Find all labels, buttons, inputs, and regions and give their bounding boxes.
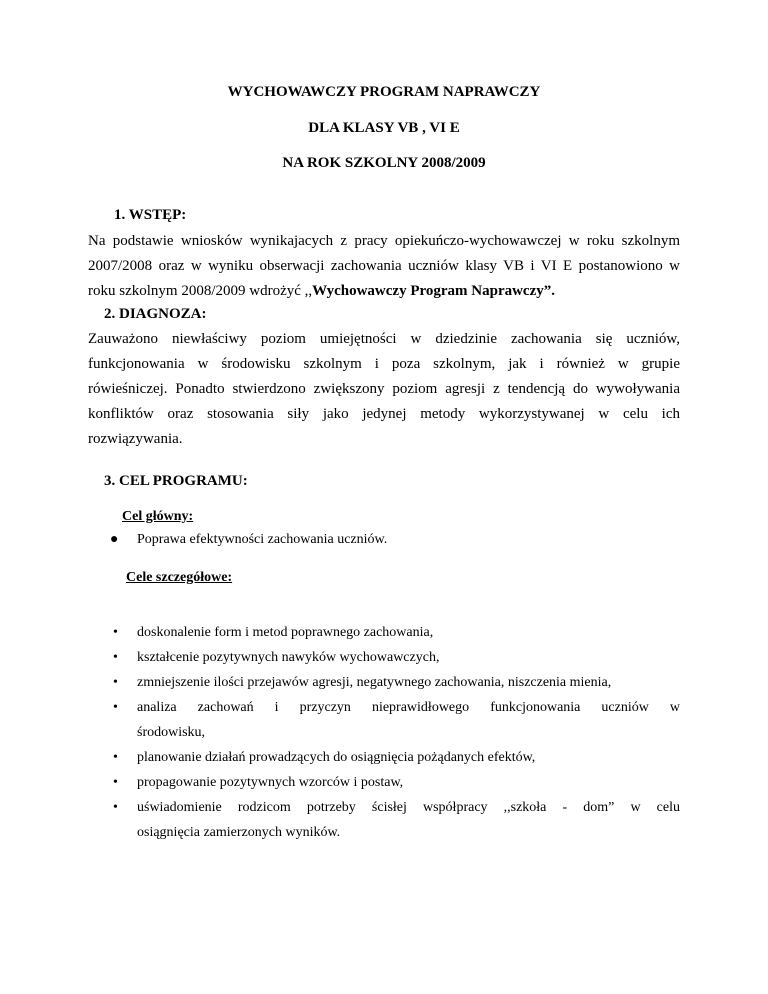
diagnosis-line-3: rówieśniczej. Ponadto stwierdzono zwiększony poziom agresji z tendencją do wywoływania [88,381,680,397]
bullet-icon: • [113,650,118,665]
title-line-3: NA ROK SZKOLNY 2008/2009 [282,155,486,171]
program-name: Wychowawczy Program Naprawczy”. [312,283,555,299]
section-diagnosis-heading: 2. DIAGNOZA: [104,306,207,322]
detail-goal-item: propagowanie pozytywnych wzorców i postaw, [137,775,404,790]
detail-goal-item: kształcenie pozytywnych nawyków wychowawczych, [137,650,440,665]
detail-goal-item-continued: środowisku, [137,725,206,740]
section-intro-heading: 1. WSTĘP: [114,207,187,223]
bullet-icon: • [113,800,118,815]
diagnosis-line-1: Zauważono niewłaściwy poziom umiejętności w dziedzinie zachowania się uczniów, [88,331,680,347]
title-line-1: WYCHOWAWCZY PROGRAM NAPRAWCZY [227,84,541,100]
detail-goal-item: doskonalenie form i metod poprawnego zachowania, [137,625,434,640]
detail-goal-item: uświadomienie rodzicom potrzeby ścisłej współpracy ,,szkoła - dom” w celu [137,800,680,815]
main-goal-item: Poprawa efektywności zachowania uczniów. [137,532,388,547]
bullet-icon: • [113,750,118,765]
bullet-icon: • [113,675,118,690]
title-line-2: DLA KLASY VB , VI E [308,120,460,136]
bullet-icon: • [113,625,118,640]
intro-line-3 [88,283,680,300]
detail-goal-item-continued: osiągnięcia zamierzonych wyników. [137,825,341,840]
diagnosis-line-2: funkcjonowania w środowisku szkolnym i poza szkolnym, jak i również w grupie [88,356,680,372]
section-goal-heading: 3. CEL PROGRAMU: [104,473,248,489]
detail-goals-label: Cele szczegółowe: [126,570,233,585]
intro-line-2: 2007/2008 oraz w wyniku obserwacji zachowania uczniów klasy VB i VI E postanowiono w [88,258,680,274]
diagnosis-line-4: konfliktów oraz stosowania siły jako jedynej metody wykorzystywanej w celu ich [88,406,680,422]
detail-goal-item: analiza zachowań i przyczyn nieprawidłowego funkcjonowania uczniów w [137,700,680,715]
intro-line-3-text: roku szkolnym 2008/2009 wdrożyć ,, [88,283,313,299]
diagnosis-line-5: rozwiązywania. [88,431,183,447]
bullet-icon: ● [110,532,119,547]
bullet-icon: • [113,775,118,790]
bullet-icon: • [113,700,118,715]
detail-goal-item: planowanie działań prowadzących do osiągnięcia pożądanych efektów, [137,750,536,765]
detail-goal-item: zmniejszenie ilości przejawów agresji, negatywnego zachowania, niszczenia mienia, [137,675,612,690]
main-goal-label: Cel główny: [122,509,194,524]
intro-line-1: Na podstawie wniosków wynikajacych z pracy opiekuńczo-wychowawczej w roku szkolnym [88,233,680,249]
